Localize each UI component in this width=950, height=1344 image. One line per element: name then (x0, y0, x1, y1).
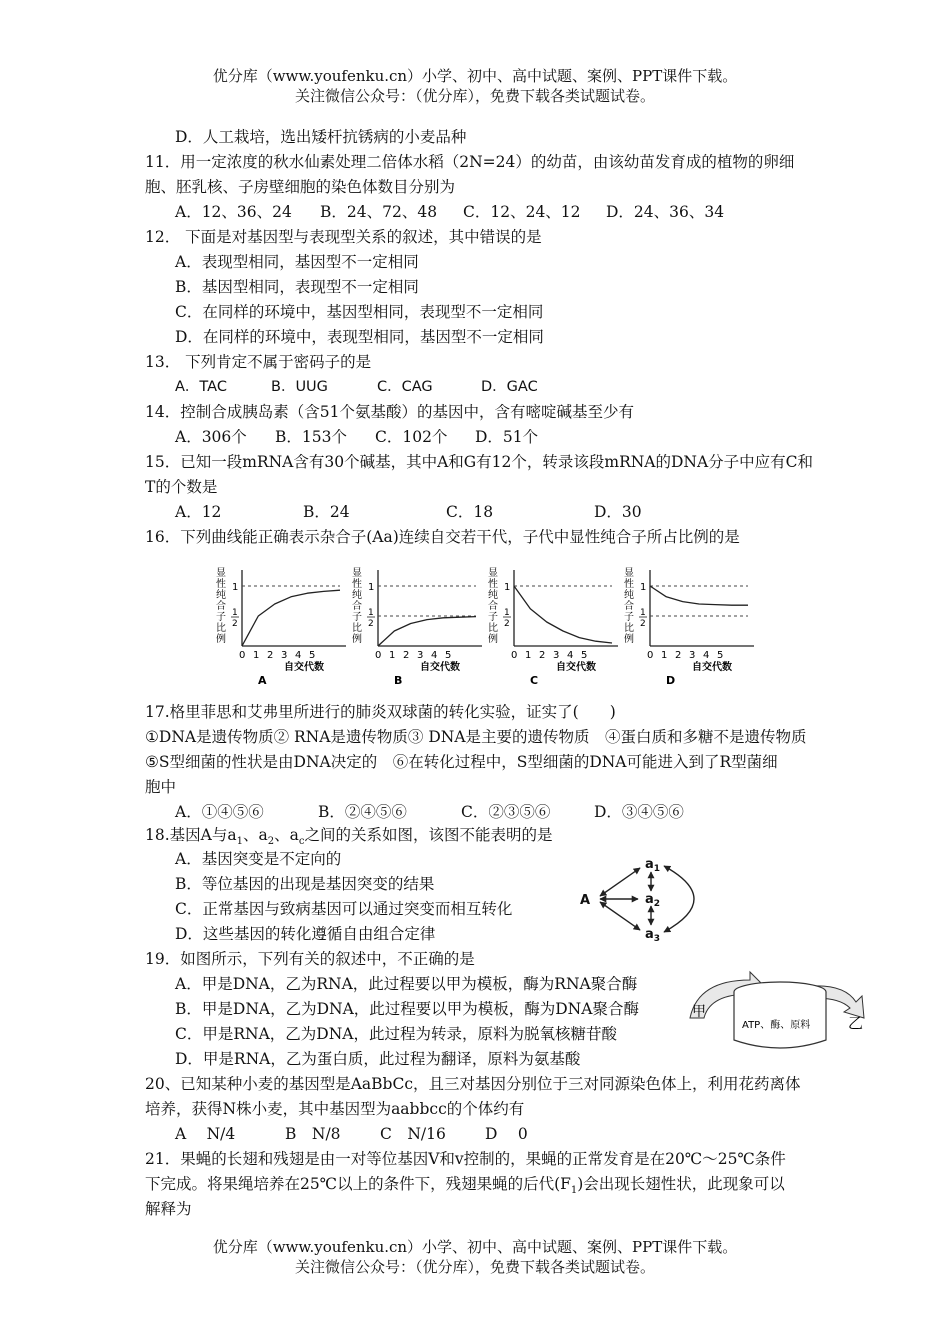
panel-b-ytick-half-num: 1 (368, 608, 374, 618)
panel-a-ylabel-char: 子 (216, 612, 226, 623)
q15-options (175, 501, 642, 523)
panel-a-xtick: 2 (267, 650, 274, 661)
q17-option-b: B．②④⑤⑥ (318, 803, 407, 821)
node-a3-sub: 3 (653, 934, 661, 942)
panel-d-ylabel-char: 比 (624, 623, 634, 634)
panel-c-xtick: 3 (553, 650, 560, 661)
panel-d-ylabel-char: 子 (624, 612, 634, 623)
q15-stem-1: 15．已知一段mRNA含有30个碱基，其中A和G有12个，转录该段mRNA的DNA分子中应有C和 (145, 453, 814, 471)
q18-sub-1: 1 (236, 836, 243, 848)
q18-stem-post: 之间的关系如图，该图不能表明的是 (304, 826, 553, 844)
panel-d-xlabel: 自交代数 (692, 662, 732, 673)
panel-a-curve (242, 590, 340, 646)
panel-b-ylabel-char: 例 (352, 634, 362, 645)
panel-c-ylabel-char: 比 (488, 623, 498, 634)
node-a2 (645, 892, 660, 909)
panel-c-xtick: 0 (511, 650, 518, 661)
panel-b-ytick-half-den: 2 (368, 619, 374, 629)
q15-option-b: B．24 (303, 503, 350, 521)
panel-c-ylabel-char: 例 (488, 634, 498, 645)
panel-d-xtick: 0 (647, 650, 654, 661)
q15-option-a: A．12 (175, 503, 222, 521)
q11-option-d: D．24、36、34 (606, 203, 725, 221)
q11-option-a: A．12、36、24 (175, 203, 292, 221)
panel-b-label: B (394, 674, 403, 687)
panel-c-ytick-half-den: 2 (504, 619, 510, 629)
panel-c-ylabel-char: 子 (488, 612, 498, 623)
q11-options (175, 201, 724, 223)
node-a1 (645, 857, 660, 874)
q11-option-c: C．12、24、12 (463, 203, 581, 221)
q17-options (175, 801, 684, 823)
q14-option-d: D．51个 (475, 428, 539, 446)
panel-b-xtick: 2 (403, 650, 410, 661)
panel-b-xtick: 3 (417, 650, 424, 661)
q14-option-c: C．102个 (375, 428, 448, 446)
q21-sub: 1 (570, 1185, 578, 1197)
q19-option-a: A．甲是DNA，乙为RNA，此过程要以甲为模板，酶为RNA聚合酶 (175, 975, 638, 993)
panel-a-xtick: 3 (281, 650, 288, 661)
panel-b-ytick-1: 1 (368, 582, 375, 593)
panel-b-xtick: 1 (389, 650, 396, 661)
node-A: A (580, 893, 591, 908)
q17-stem: 17.格里菲思和艾弗里所进行的肺炎双球菌的转化实验，证实了( ) (145, 703, 616, 721)
panel-c-xtick: 2 (539, 650, 546, 661)
q13-options (175, 376, 538, 398)
q17-statement-3: 胞中 (145, 778, 177, 796)
panel-b-ylabel-char: 性 (352, 579, 362, 590)
q12-option-c: C．在同样的环境中，基因型相同，表现型不一定相同 (175, 303, 544, 321)
panel-a-xtick: 1 (253, 650, 260, 661)
q18-stem-pre: 18.基因A与a (145, 826, 237, 844)
arrow-a-to-a1 (600, 868, 640, 896)
q19-stem: 19．如图所示，下列有关的叙述中，不正确的是 (145, 950, 475, 968)
q21-stem-2 (145, 1173, 785, 1202)
panel-a-xlabel: 自交代数 (284, 662, 324, 673)
panel-a-ytick-half-num: 1 (232, 608, 238, 618)
q21-stem-3: 解释为 (145, 1200, 192, 1218)
q18-mutation-diagram (574, 856, 734, 942)
q20-stem-2: 培养，获得N株小麦，其中基因型为aabbcc的个体约有 (145, 1100, 525, 1118)
q15-option-c: C．18 (446, 503, 494, 521)
panel-a-ylabel-char: 比 (216, 623, 226, 634)
panel-c-ylabel-char: 合 (488, 601, 498, 612)
q19-process-diagram (686, 966, 870, 1062)
q13-option-d: D．GAC (481, 379, 538, 395)
node-a3 (645, 927, 660, 942)
q20-option-d: D 0 (485, 1125, 528, 1143)
container-label: ATP、酶、原料 (742, 1020, 811, 1031)
q15-stem-2: T的个数是 (145, 478, 218, 496)
panel-a-ylabel-char: 例 (216, 634, 226, 645)
q21-stem-2b: )会出现长翅性状，此现象可以 (577, 1175, 785, 1193)
label-jia: 甲 (692, 1004, 706, 1020)
q11-stem-1: 11．用一定浓度的秋水仙素处理二倍体水稻（2N=24）的幼苗，由该幼苗发育成的植物的卵细 (145, 153, 795, 171)
q18-option-b: B．等位基因的出现是基因突变的结果 (175, 875, 435, 893)
q14-option-b: B．153个 (275, 428, 347, 446)
q21-stem-2a: 下完成。将果绳培养在25℃以上的条件下，残翅果蝇的后代(F (145, 1175, 571, 1193)
panel-b-ylabel-char: 比 (352, 623, 362, 634)
panel-b-ylabel-char: 纯 (352, 590, 362, 601)
q16-stem: 16．下列曲线能正确表示杂合子(Aa)连续自交若干代，子代中显性纯合子所占比例的是 (145, 528, 740, 546)
panel-d-label: D (666, 674, 676, 687)
panel-a-xtick: 4 (295, 650, 302, 661)
q11-option-b: B．24、72、48 (320, 203, 438, 221)
node-a2-sub: 2 (653, 899, 661, 909)
node-a3-letter: a (645, 927, 654, 942)
label-yi: 乙 (848, 1014, 864, 1032)
arrow-a1-a3-arc (664, 866, 694, 932)
panel-c-label: C (530, 674, 539, 687)
panel-b-ylabel-char: 合 (352, 601, 362, 612)
q13-stem: 13． 下列肯定不属于密码子的是 (145, 353, 372, 371)
panel-c-xtick: 4 (567, 650, 574, 661)
panel-c-ylabel-char: 显 (488, 568, 498, 579)
q20-stem-1: 20、已知某种小麦的基因型是AaBbCc，且三对基因分别位于三对同源染色体上，利用花药离体 (145, 1075, 801, 1093)
q19-option-b: B．甲是DNA，乙为DNA，此过程要以甲为模板，酶为DNA聚合酶 (175, 1000, 639, 1018)
panel-a-ylabel-char: 显 (216, 568, 226, 579)
panel-a-ylabel-char: 纯 (216, 590, 226, 601)
panel-d-ylabel-char: 显 (624, 568, 634, 579)
node-a1-sub: 1 (653, 864, 661, 874)
q17-option-c: C．②③⑤⑥ (461, 803, 551, 821)
panel-c-xtick: 5 (581, 650, 588, 661)
panel-c-ytick-1: 1 (504, 582, 511, 593)
q18-option-d: D．这些基因的转化遵循自由组合定律 (175, 925, 436, 943)
q13-option-b: B．UUG (271, 379, 328, 395)
panel-d-ytick-1: 1 (640, 582, 647, 593)
footer-line-1: 优分库（www.youfenku.cn）小学、初中、高中试题、案例、PPT课件下载。 (212, 1238, 738, 1256)
q13-option-c: C．CAG (377, 379, 433, 395)
panel-d-ylabel-char: 性 (624, 579, 634, 590)
panel-a-ytick-1: 1 (232, 582, 239, 593)
node-a2-letter: a (645, 892, 654, 907)
panel-c-ytick-half-num: 1 (504, 608, 510, 618)
panel-d-ylabel-char: 纯 (624, 590, 634, 601)
q18-option-c: C．正常基因与致病基因可以通过突变而相互转化 (175, 900, 513, 918)
q10-option-d: D．人工栽培，选出矮杆抗锈病的小麦品种 (175, 128, 467, 146)
q17-option-d: D．③④⑤⑥ (594, 803, 684, 821)
q12-option-d: D．在同样的环境中，表现型相同，基因型不一定相同 (175, 328, 544, 346)
header-line-2: 关注微信公众号：（优分库），免费下载各类试题试卷。 (294, 87, 655, 105)
arrow-a-to-a3 (600, 902, 640, 930)
footer-line-2: 关注微信公众号：（优分库），免费下载各类试题试卷。 (294, 1258, 655, 1276)
panel-c-xlabel: 自交代数 (556, 662, 596, 673)
q20-option-c: C N/16 (380, 1125, 446, 1143)
panel-b-curve (378, 617, 476, 646)
panel-b-ylabel-char: 显 (352, 568, 362, 579)
q18-stem-mid-1: 、a (242, 826, 268, 844)
q11-stem-2: 胞、胚乳核、子房壁细胞的染色体数目分别为 (145, 178, 456, 196)
q17-statement-2: ⑤S型细菌的性状是由DNA决定的 ⑥在转化过程中，S型细菌的DNA可能进入到了R型菌细 (145, 753, 778, 771)
node-a1-letter: a (645, 857, 654, 872)
q12-option-b: B．基因型相同，表现型不一定相同 (175, 278, 419, 296)
panel-d-xtick: 4 (703, 650, 710, 661)
q18-stem-mid-2: 、a (274, 826, 299, 844)
panel-d-curve (650, 586, 748, 605)
panel-b-ylabel-char: 子 (352, 612, 362, 623)
q17-statement-1: ①DNA是遗传物质② RNA是遗传物质③ DNA是主要的遗传物质 ④蛋白质和多糖不是遗传物质 (145, 728, 807, 746)
q15-option-d: D．30 (594, 503, 642, 521)
panel-d-ytick-half-den: 2 (640, 619, 646, 629)
q13-option-a: A．TAC (175, 379, 227, 395)
panel-a-ylabel-char: 性 (216, 579, 226, 590)
panel-d-xtick: 3 (689, 650, 696, 661)
q16-figure (212, 562, 782, 697)
q20-option-b: B N/8 (285, 1125, 341, 1143)
panel-d-xtick: 2 (675, 650, 682, 661)
q14-option-a: A．306个 (175, 428, 247, 446)
panel-b-xlabel: 自交代数 (420, 662, 460, 673)
q17-option-a: A．①④⑤⑥ (175, 803, 264, 821)
panel-d-ytick-half-num: 1 (640, 608, 646, 618)
q19-option-d: D．甲是RNA，乙为蛋白质，此过程为翻译，原料为氨基酸 (175, 1050, 581, 1068)
panel-b-xtick: 4 (431, 650, 438, 661)
q18-sub-3: c (298, 836, 305, 848)
q12-stem: 12． 下面是对基因型与表现型关系的叙述，其中错误的是 (145, 228, 542, 246)
q14-options (175, 426, 538, 448)
panel-c-curve (514, 586, 612, 643)
panel-c-ylabel-char: 性 (488, 579, 498, 590)
panel-d-ylabel-char: 合 (624, 601, 634, 612)
panel-b-xtick: 5 (445, 650, 452, 661)
q19-option-c: C．甲是RNA，乙为DNA，此过程为转录，原料为脱氧核糖苷酸 (175, 1025, 617, 1043)
panel-a-label: A (258, 674, 267, 687)
panel-c-xtick: 1 (525, 650, 532, 661)
q18-option-a: A．基因突变是不定向的 (175, 850, 342, 868)
header-line-1: 优分库（www.youfenku.cn）小学、初中、高中试题、案例、PPT课件下载。 (212, 67, 738, 85)
panel-d-ylabel-char: 例 (624, 634, 634, 645)
panel-b-xtick: 0 (375, 650, 382, 661)
panel-a-ytick-half-den: 2 (232, 619, 238, 629)
panel-a-xtick: 5 (309, 650, 316, 661)
q20-option-a: A N/4 (175, 1125, 236, 1143)
q14-stem: 14．控制合成胰岛素（含51个氨基酸）的基因中，含有嘧啶碱基至少有 (145, 403, 634, 421)
panel-d-xtick: 5 (717, 650, 724, 661)
q18-sub-2: 2 (267, 836, 275, 848)
panel-c-ylabel-char: 纯 (488, 590, 498, 601)
panel-a-xtick: 0 (239, 650, 246, 661)
q12-option-a: A．表现型相同，基因型不一定相同 (175, 253, 419, 271)
q20-options (175, 1123, 528, 1145)
panel-d-xtick: 1 (661, 650, 668, 661)
panel-a-ylabel-char: 合 (216, 601, 226, 612)
q21-stem-1: 21．果蝇的长翅和残翅是由一对等位基因V和v控制的，果蝇的正常发育是在20℃～25℃条件 (145, 1150, 786, 1168)
